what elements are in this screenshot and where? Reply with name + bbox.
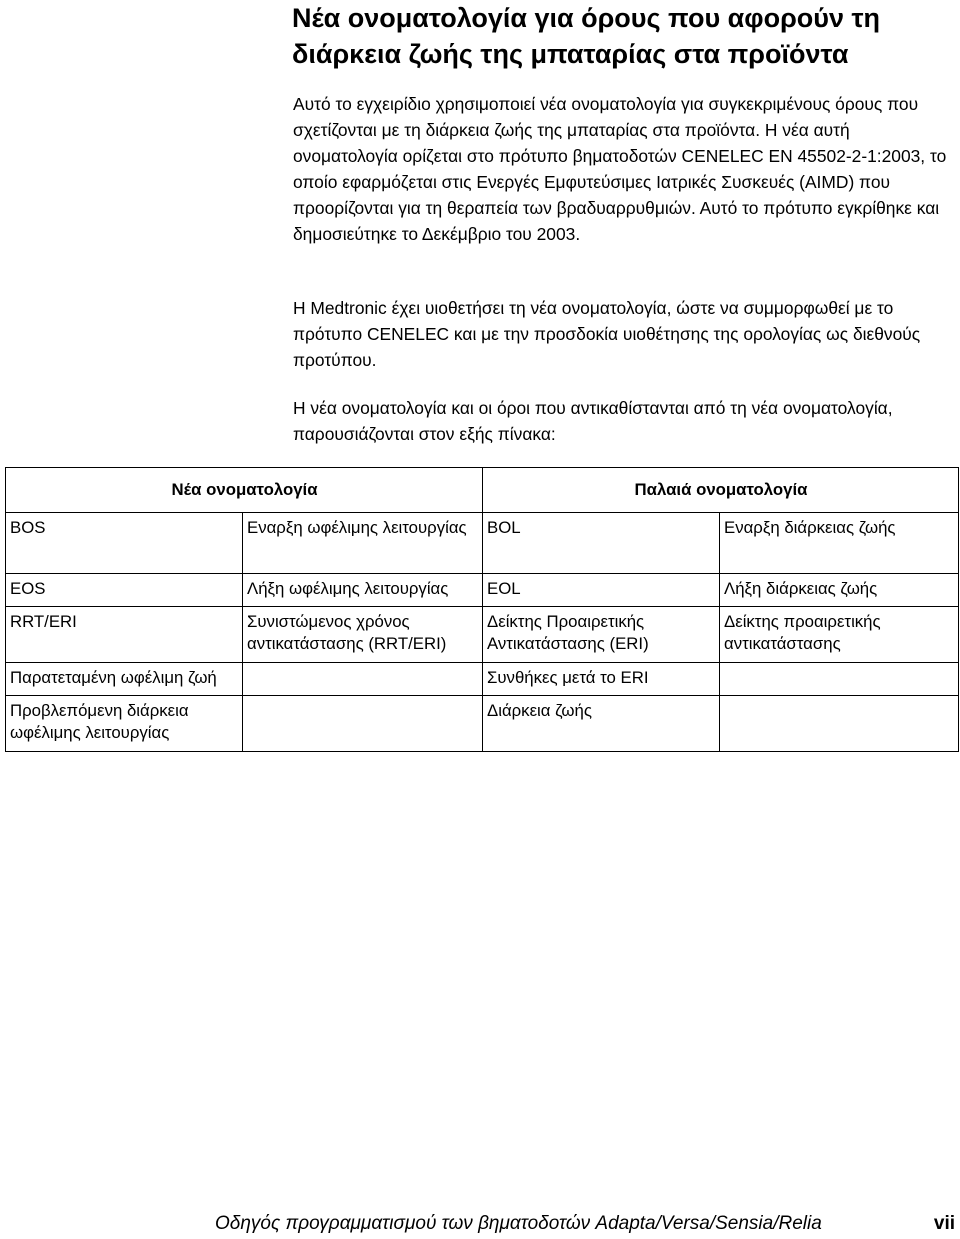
new-term-cell: Λήξη ωφέλιμης λειτουργίας <box>243 574 483 607</box>
page-footer <box>215 1211 955 1237</box>
nomenclature-table <box>5 467 959 752</box>
footer-title: Οδηγός προγραμματισμού των βηματοδοτών Adapta/Versa/Sensia/Relia <box>215 1213 822 1234</box>
new-nomenclature-header: Νέα ονοματολογία <box>6 468 483 513</box>
new-abbr-cell: Προβλεπόμενη διάρκεια ωφέλιμης λειτουργίας <box>6 696 243 752</box>
page-title: Νέα ονοματολογία για όρους που αφορούν τη διάρκεια ζωής της μπαταρίας στα προϊόντα <box>292 3 881 69</box>
table-row <box>6 696 959 752</box>
old-term-cell: Λήξη διάρκειας ζωής <box>720 574 959 607</box>
medtronic-paragraph: Η Medtronic έχει υιοθετήσει τη νέα ονοματολογία, ώστε να συμμορφωθεί με το πρότυπο CENELEC και με την προσδοκία υιοθέτησης της ορολογίας ως διεθνούς προτύπου. <box>293 298 921 370</box>
old-nomenclature-header: Παλαιά ονοματολογία <box>483 468 959 513</box>
new-term-cell <box>243 663 483 696</box>
old-abbr-cell: Συνθήκες μετά το ERI <box>483 663 720 696</box>
table-row <box>6 663 959 696</box>
new-abbr-cell: EOS <box>6 574 243 607</box>
new-abbr-cell: RRT/ERI <box>6 607 243 663</box>
table-intro-paragraph: Η νέα ονοματολογία και οι όροι που αντικαθίστανται από τη νέα ονοματολογία, παρουσιάζονται στον εξής πίνακα: <box>293 398 893 444</box>
new-term-cell <box>243 696 483 752</box>
table-header-row <box>6 468 959 513</box>
new-abbr-cell: BOS <box>6 513 243 574</box>
old-abbr-cell: EOL <box>483 574 720 607</box>
old-abbr-cell: Δείκτης Προαιρετικής Αντικατάστασης (ERI) <box>483 607 720 663</box>
page-number: vii <box>933 1213 955 1234</box>
old-term-cell <box>720 696 959 752</box>
new-abbr-cell: Παρατεταμένη ωφέλιμη ζωή <box>6 663 243 696</box>
old-abbr-cell: Διάρκεια ζωής <box>483 696 720 752</box>
intro-paragraph: Αυτό το εγχειρίδιο χρησιμοποιεί νέα ονοματολογία για συγκεκριμένους όρους που σχετίζονται με τη διάρκεια ζωής της μπαταρίας στα προϊόντα. Η νέα αυτή ονοματολογία ορίζεται στο πρότυπο βηματοδοτών CENELEC EN 45502-2-1:2003, το οποίο εφαρμόζεται στις Ενεργές Εμφυτεύσιμες Ιατρικές Συσκευές (AIMD) που προορίζονται για τη θεραπεία των βραδυαρρυθμιών. Αυτό το πρότυπο εγκρίθηκε και δημοσιεύτηκε το Δεκέμβριο του 2003. <box>293 94 947 244</box>
table-row <box>6 513 959 574</box>
new-term-cell: Συνιστώμενος χρόνος αντικατάστασης (RRT/ERI) <box>243 607 483 663</box>
old-term-cell: Εναρξη διάρκειας ζωής <box>720 513 959 574</box>
table-row <box>6 607 959 663</box>
old-term-cell: Δείκτης προαιρετικής αντικατάστασης <box>720 607 959 663</box>
new-term-cell: Εναρξη ωφέλιμης λειτουργίας <box>243 513 483 574</box>
old-abbr-cell: BOL <box>483 513 720 574</box>
table-row <box>6 574 959 607</box>
old-term-cell <box>720 663 959 696</box>
